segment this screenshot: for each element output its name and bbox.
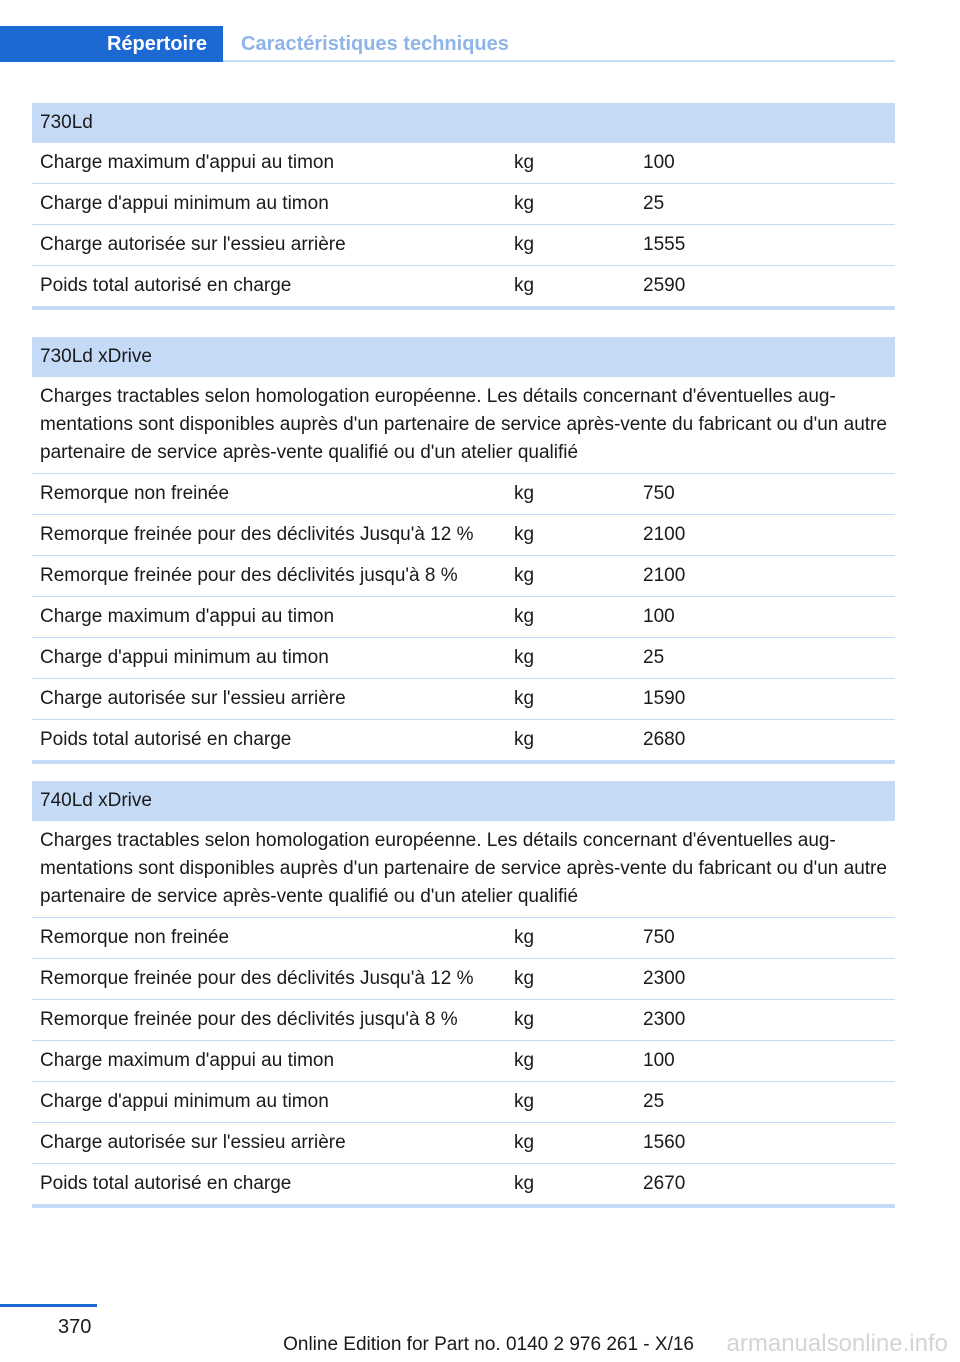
row-label: Poids total autorisé en charge xyxy=(40,729,292,750)
row-value: 100 xyxy=(643,152,675,173)
row-value: 2100 xyxy=(643,524,686,545)
table-note: Charges tractables selon homologation européenne. Les détails concernant d'éventuelles aug-mentations sont disponibles auprès d'un partenaire de service après-vente du fabricant ou d'un autre partenaire de service après-vente qualifié ou d'un atelier qualifié xyxy=(32,377,895,474)
table-730ld-xdrive xyxy=(32,337,895,764)
row-label: Charge maximum d'appui au timon xyxy=(40,606,335,627)
table-title: 730Ld xDrive xyxy=(32,337,895,377)
row-value: 1560 xyxy=(643,1132,686,1153)
table-row xyxy=(32,1123,895,1164)
row-value: 750 xyxy=(643,927,675,948)
row-label: Remorque freinée pour des déclivités Jusqu'à 12 % xyxy=(40,524,474,545)
table-note: Charges tractables selon homologation européenne. Les détails concernant d'éventuelles aug-mentations sont disponibles auprès d'un partenaire de service après-vente du fabricant ou d'un autre partenaire de service après-vente qualifié ou d'un atelier qualifié xyxy=(32,821,895,918)
table-row xyxy=(32,1082,895,1123)
row-value: 2100 xyxy=(643,565,686,586)
row-value: 25 xyxy=(643,193,665,214)
row-unit: kg xyxy=(514,647,535,668)
row-unit: kg xyxy=(514,606,535,627)
row-label: Remorque freinée pour des déclivités jusqu'à 8 % xyxy=(40,1009,458,1030)
table-row xyxy=(32,143,895,184)
row-value: 100 xyxy=(643,1050,675,1071)
row-value: 25 xyxy=(643,1091,665,1112)
edition-footer: Online Edition for Part no. 0140 2 976 261 - X/16 xyxy=(283,1334,694,1355)
row-label: Remorque non freinée xyxy=(40,483,230,504)
row-label: Charge autorisée sur l'essieu arrière xyxy=(40,234,346,255)
table-row xyxy=(32,959,895,1000)
table-row xyxy=(32,638,895,679)
watermark: armanualsonline.info xyxy=(726,1330,948,1357)
table-row xyxy=(32,1041,895,1082)
row-value: 750 xyxy=(643,483,675,504)
row-value: 2590 xyxy=(643,275,686,296)
row-value: 25 xyxy=(643,647,665,668)
row-label: Remorque non freinée xyxy=(40,927,230,948)
table-title: 730Ld xyxy=(32,103,895,143)
row-label: Remorque freinée pour des déclivités jusqu'à 8 % xyxy=(40,565,458,586)
table-740ld-xdrive xyxy=(32,781,895,1208)
table-row xyxy=(32,184,895,225)
row-label: Remorque freinée pour des déclivités Jusqu'à 12 % xyxy=(40,968,474,989)
row-unit: kg xyxy=(514,729,535,750)
row-unit: kg xyxy=(514,234,535,255)
table-row xyxy=(32,1000,895,1041)
table-row xyxy=(32,515,895,556)
table-row xyxy=(32,556,895,597)
table-730ld xyxy=(32,103,895,310)
row-unit: kg xyxy=(514,565,535,586)
row-unit: kg xyxy=(514,275,535,296)
table-row xyxy=(32,1164,895,1204)
row-label: Charge autorisée sur l'essieu arrière xyxy=(40,1132,346,1153)
row-value: 1590 xyxy=(643,688,686,709)
row-unit: kg xyxy=(514,1091,535,1112)
row-value: 2670 xyxy=(643,1173,686,1194)
row-value: 2680 xyxy=(643,729,686,750)
row-label: Poids total autorisé en charge xyxy=(40,275,292,296)
row-label: Charge d'appui minimum au timon xyxy=(40,1091,329,1112)
row-value: 2300 xyxy=(643,968,686,989)
row-label: Charge autorisée sur l'essieu arrière xyxy=(40,688,346,709)
row-unit: kg xyxy=(514,152,535,173)
table-row xyxy=(32,679,895,720)
header-divider xyxy=(223,60,895,62)
tab-repertoire[interactable]: Répertoire xyxy=(0,26,223,62)
row-label: Charge maximum d'appui au timon xyxy=(40,152,335,173)
row-unit: kg xyxy=(514,1132,535,1153)
row-unit: kg xyxy=(514,927,535,948)
row-unit: kg xyxy=(514,524,535,545)
row-unit: kg xyxy=(514,688,535,709)
table-row xyxy=(32,597,895,638)
page-number: 370 xyxy=(58,1316,92,1338)
tab-caracteristiques-techniques[interactable]: Caractéristiques techniques xyxy=(241,33,509,55)
row-unit: kg xyxy=(514,1050,535,1071)
row-unit: kg xyxy=(514,483,535,504)
table-row xyxy=(32,918,895,959)
row-unit: kg xyxy=(514,968,535,989)
header-bar xyxy=(0,26,895,62)
table-title: 740Ld xDrive xyxy=(32,781,895,821)
page-number-rule xyxy=(0,1304,97,1307)
row-label: Charge d'appui minimum au timon xyxy=(40,193,329,214)
row-unit: kg xyxy=(514,1009,535,1030)
row-unit: kg xyxy=(514,193,535,214)
table-row xyxy=(32,266,895,306)
row-unit: kg xyxy=(514,1173,535,1194)
table-bottom-rule xyxy=(32,760,895,764)
table-row xyxy=(32,225,895,266)
table-row xyxy=(32,720,895,760)
row-value: 1555 xyxy=(643,234,686,255)
row-label: Charge maximum d'appui au timon xyxy=(40,1050,335,1071)
row-value: 2300 xyxy=(643,1009,686,1030)
table-bottom-rule xyxy=(32,1204,895,1208)
table-bottom-rule xyxy=(32,306,895,310)
row-label: Poids total autorisé en charge xyxy=(40,1173,292,1194)
row-value: 100 xyxy=(643,606,675,627)
table-row xyxy=(32,474,895,515)
row-label: Charge d'appui minimum au timon xyxy=(40,647,329,668)
